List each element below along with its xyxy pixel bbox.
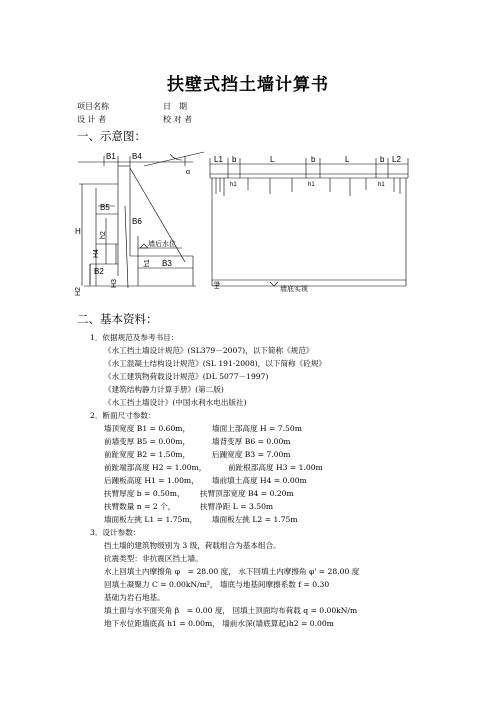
designer-label: 设 计 者: [77, 115, 107, 124]
reference-4: 《建筑结构静力计算手册》(第二版): [104, 385, 224, 394]
dim-row: [104, 474, 359, 487]
dim-row: [104, 513, 359, 526]
section-2-heading: 二、基本资料：: [77, 312, 158, 326]
label-h2-base: H2: [75, 287, 82, 296]
label-b-b: b: [311, 155, 316, 164]
dim-cell: 墙背变厚 B6 = 0.00m: [212, 437, 291, 446]
date-label: 日 期: [163, 102, 187, 111]
label-h2: h2: [100, 231, 107, 239]
dim-row: [104, 422, 359, 435]
param-line-2: 抗震类型：非抗震区挡土墙。: [104, 554, 203, 563]
dim-row: [104, 461, 359, 474]
section-2-body: [90, 331, 359, 630]
section-dimensions: [90, 422, 359, 526]
reference-2: 《水工混凝土结构设计规范》(SL 191-2008)，以下简称《砼规》: [104, 359, 327, 368]
label-alpha: α: [186, 169, 191, 176]
dim-cell: 扶臂顶部宽度 B4 = 0.20m: [200, 489, 294, 498]
label-l-a: L: [270, 155, 275, 164]
label-h1-left: h1: [144, 259, 151, 267]
label-h1-c: h1: [378, 182, 385, 188]
dim-row: [104, 500, 359, 513]
label-b-c: b: [380, 155, 385, 164]
label-h1-a: h1: [230, 182, 237, 188]
label-b1: B1: [106, 152, 116, 161]
dim-cell: 前墙变厚 B5 = 0.00m，: [104, 437, 191, 446]
label-h3-left: H3: [111, 279, 118, 288]
design-parameters: [90, 539, 359, 630]
checker-label: 校 对 者: [163, 115, 193, 124]
dim-cell: 后踵板高度 H1 = 1.00m，: [104, 476, 199, 485]
param-line-1: 挡土墙的建筑物级别为 3 级，荷载组合为基本组合。: [104, 541, 281, 550]
reference-1: 《水工挡土墙设计规范》(SL379－2007)，以下简称《规范》: [104, 346, 314, 355]
label-h1-b: h1: [308, 182, 315, 188]
item-1-label: 1．依据规范及参考书目：: [90, 333, 179, 342]
dim-cell: 墙面板左挑 L2 = 1.75m: [212, 515, 298, 524]
dim-row: [104, 435, 359, 448]
param-line-3: 水上回填土内摩擦角 φ = 28.00 度， 水下回填土内摩擦角 φ' = 28.00 度: [104, 567, 360, 576]
label-b6: B6: [132, 217, 142, 226]
dim-cell: 后踵宽度 B3 = 7.00m: [212, 450, 291, 459]
schematic-diagram: [70, 148, 430, 300]
param-line-7: 地下水位距墙底高 h1 = 0.00m， 墙前水深(墙底算起)h2 = 0.00m: [104, 619, 334, 628]
param-line-4: 回填土凝聚力 C = 0.00kN/m²， 墙底与地基间摩擦系数 f = 0.30: [104, 580, 330, 589]
dim-cell: 墙面板左挑 L1 = 1.75m，: [104, 515, 198, 524]
label-b-a: b: [232, 155, 237, 164]
reference-3: 《水工建筑物荷载设计规范》(DL 5077－1997): [104, 372, 269, 381]
label-h3-right: H3: [215, 281, 221, 289]
label-b3: B3: [162, 259, 172, 268]
label-h: H: [75, 227, 81, 236]
reference-5: 《水工挡土墙设计》(中国水利水电出版社): [104, 398, 247, 407]
label-b4: B4: [132, 152, 142, 161]
reference-list: [90, 344, 359, 409]
dim-row: [104, 487, 359, 500]
project-name-label: 项目名称: [77, 102, 109, 111]
label-h4: H4: [93, 249, 100, 258]
dim-cell: 墙前填土高度 H4 = 0.00m: [212, 476, 307, 485]
page-title: 扶壁式挡土墙计算书: [167, 75, 329, 95]
dim-cell: 墙顶宽度 B1 = 0.60m，: [104, 424, 191, 433]
label-b5: B5: [100, 203, 110, 212]
label-l1: L1: [214, 155, 223, 164]
dim-row: [104, 448, 359, 461]
label-b2: B2: [94, 267, 104, 276]
item-3-label: 3．设计参数：: [90, 528, 141, 537]
dim-cell: 前趾端部高度 H2 = 1.00m，: [104, 463, 207, 472]
section-1-heading: 一、示意图：: [77, 129, 146, 143]
dim-cell: 扶臂数量 n = 2 个，: [104, 502, 176, 511]
label-water: 墙后水位: [148, 241, 176, 248]
label-wall-bottom: 墙底实视: [280, 286, 308, 293]
param-line-5: 基础为岩石地基。: [104, 593, 165, 602]
dim-cell: 前趾根部高度 H3 = 1.00m: [228, 463, 323, 472]
dim-cell: 前趾宽度 B2 = 1.50m，: [104, 450, 191, 459]
label-l-b: L: [345, 155, 350, 164]
label-l2: L2: [392, 155, 401, 164]
right-plan-drawing: [210, 158, 408, 286]
dim-cell: 扶臂净距 L = 3.50m: [200, 502, 274, 511]
dim-cell: 扶臂厚度 b = 0.50m，: [104, 489, 185, 498]
param-line-6: 填土面与水平面夹角 β = 0.00 度， 回填土顶面均布荷载 q = 0.00kN/m: [104, 606, 358, 615]
dim-cell: 墙面上部高度 H = 7.50m: [212, 424, 302, 433]
item-2-label: 2．断面尺寸参数：: [90, 411, 156, 420]
